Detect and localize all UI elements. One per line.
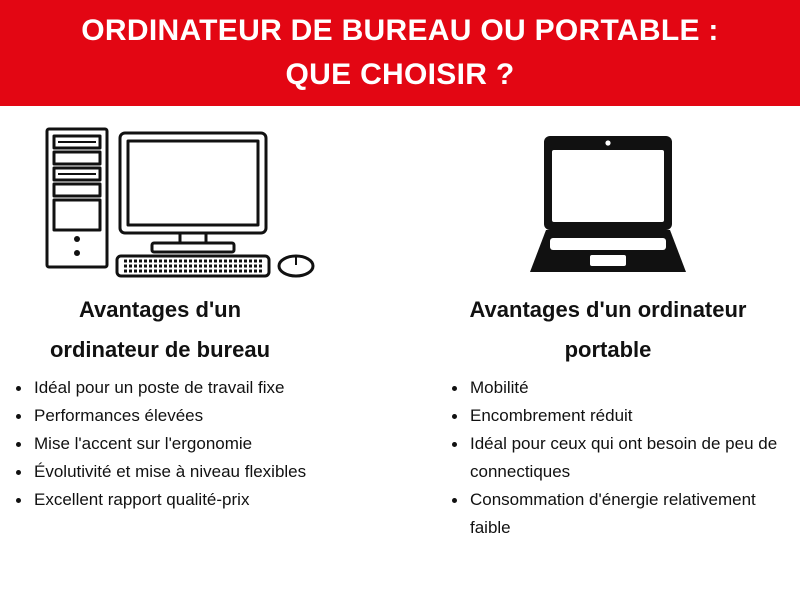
laptop-title-line-2: portable <box>564 337 652 362</box>
list-item: Encombrement réduit <box>448 402 788 430</box>
page-header <box>0 0 800 106</box>
list-item: Consommation d'énergie relativement faible <box>448 486 788 542</box>
desktop-advantages-title <box>10 290 310 370</box>
laptop-title-line-1: Avantages d'un ordinateur <box>469 297 747 322</box>
list-item: Performances élevées <box>12 402 392 430</box>
list-item: Évolutivité et mise à niveau flexibles <box>12 458 392 486</box>
desktop-title-line-1: Avantages d'un <box>78 297 242 322</box>
list-item: Mobilité <box>448 374 788 402</box>
desktop-computer-icon <box>44 126 316 280</box>
list-item: Mise l'accent sur l'ergonomie <box>12 430 392 458</box>
header-title-line-2: QUE CHOISIR ? <box>285 58 515 91</box>
laptop-advantages-title <box>430 290 786 370</box>
laptop-advantages-list <box>448 374 788 542</box>
list-item: Idéal pour ceux qui ont besoin de peu de connectiques <box>448 430 788 486</box>
desktop-advantages-list <box>12 374 392 514</box>
list-item: Idéal pour un poste de travail fixe <box>12 374 392 402</box>
laptop-icon <box>530 134 686 276</box>
desktop-title-line-2: ordinateur de bureau <box>49 337 271 362</box>
header-title-line-1: ORDINATEUR DE BUREAU OU PORTABLE : <box>81 14 719 47</box>
list-item: Excellent rapport qualité-prix <box>12 486 392 514</box>
